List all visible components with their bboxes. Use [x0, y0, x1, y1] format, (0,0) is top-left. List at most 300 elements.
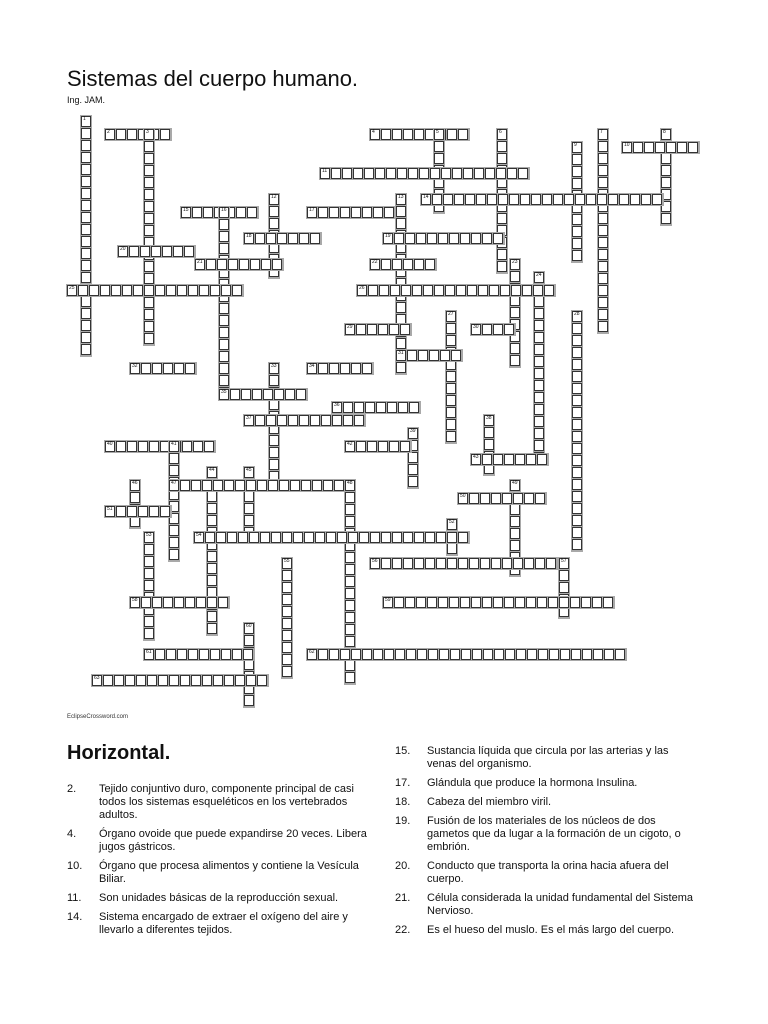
crossword-cell[interactable] [277, 233, 287, 244]
crossword-cell[interactable] [345, 636, 355, 647]
crossword-cell[interactable] [195, 259, 205, 270]
crossword-cell[interactable] [100, 285, 110, 296]
crossword-cell[interactable] [598, 141, 608, 152]
crossword-cell[interactable] [409, 402, 419, 413]
crossword-cell[interactable] [378, 441, 388, 452]
crossword-cell[interactable] [152, 597, 162, 608]
crossword-cell[interactable] [235, 675, 245, 686]
crossword-cell[interactable] [467, 285, 477, 296]
crossword-cell[interactable] [345, 492, 355, 503]
crossword-cell[interactable] [598, 321, 608, 332]
crossword-cell[interactable] [282, 630, 292, 641]
crossword-cell[interactable] [210, 649, 220, 660]
crossword-cell[interactable] [622, 142, 632, 153]
crossword-cell[interactable] [151, 246, 161, 257]
crossword-cell[interactable] [572, 455, 582, 466]
crossword-cell[interactable] [152, 363, 162, 374]
crossword-cell[interactable] [392, 129, 402, 140]
crossword-cell[interactable] [537, 597, 547, 608]
crossword-cell[interactable] [269, 435, 279, 446]
crossword-cell[interactable] [510, 307, 520, 318]
crossword-cell[interactable] [661, 213, 671, 224]
crossword-cell[interactable] [510, 540, 520, 551]
crossword-cell[interactable] [572, 238, 582, 249]
crossword-cell[interactable] [598, 285, 608, 296]
crossword-cell[interactable] [375, 168, 385, 179]
crossword-cell[interactable] [345, 624, 355, 635]
crossword-cell[interactable] [155, 285, 165, 296]
crossword-cell[interactable] [105, 129, 115, 140]
crossword-cell[interactable] [105, 506, 115, 517]
crossword-cell[interactable] [383, 597, 393, 608]
crossword-cell[interactable] [114, 675, 124, 686]
crossword-cell[interactable] [661, 129, 671, 140]
crossword-cell[interactable] [478, 285, 488, 296]
crossword-cell[interactable] [471, 597, 481, 608]
crossword-cell[interactable] [510, 259, 520, 270]
crossword-cell[interactable] [282, 618, 292, 629]
crossword-cell[interactable] [509, 194, 519, 205]
crossword-cell[interactable] [460, 597, 470, 608]
crossword-cell[interactable] [147, 675, 157, 686]
crossword-cell[interactable] [394, 597, 404, 608]
crossword-cell[interactable] [144, 544, 154, 555]
crossword-cell[interactable] [318, 649, 328, 660]
crossword-cell[interactable] [493, 324, 503, 335]
crossword-cell[interactable] [400, 324, 410, 335]
crossword-cell[interactable] [144, 213, 154, 224]
crossword-cell[interactable] [546, 558, 556, 569]
crossword-cell[interactable] [485, 168, 495, 179]
crossword-cell[interactable] [559, 582, 569, 593]
crossword-cell[interactable] [408, 428, 418, 439]
crossword-cell[interactable] [144, 321, 154, 332]
crossword-cell[interactable] [572, 323, 582, 334]
crossword-cell[interactable] [144, 225, 154, 236]
crossword-cell[interactable] [592, 597, 602, 608]
crossword-cell[interactable] [598, 297, 608, 308]
crossword-cell[interactable] [232, 285, 242, 296]
crossword-cell[interactable] [249, 532, 259, 543]
crossword-cell[interactable] [480, 558, 490, 569]
crossword-cell[interactable] [405, 597, 415, 608]
crossword-cell[interactable] [180, 675, 190, 686]
crossword-cell[interactable] [434, 129, 444, 140]
crossword-cell[interactable] [389, 324, 399, 335]
crossword-cell[interactable] [688, 142, 698, 153]
crossword-cell[interactable] [511, 285, 521, 296]
crossword-cell[interactable] [299, 233, 309, 244]
crossword-cell[interactable] [386, 168, 396, 179]
crossword-cell[interactable] [81, 296, 91, 307]
crossword-cell[interactable] [232, 649, 242, 660]
crossword-cell[interactable] [138, 441, 148, 452]
crossword-cell[interactable] [155, 649, 165, 660]
crossword-cell[interactable] [268, 480, 278, 491]
crossword-cell[interactable] [206, 259, 216, 270]
crossword-cell[interactable] [277, 415, 287, 426]
crossword-cell[interactable] [345, 564, 355, 575]
crossword-cell[interactable] [534, 428, 544, 439]
crossword-cell[interactable] [315, 532, 325, 543]
crossword-cell[interactable] [430, 168, 440, 179]
crossword-cell[interactable] [144, 129, 154, 140]
crossword-cell[interactable] [345, 612, 355, 623]
crossword-cell[interactable] [310, 415, 320, 426]
crossword-cell[interactable] [345, 480, 355, 491]
crossword-cell[interactable] [244, 467, 254, 478]
crossword-cell[interactable] [373, 207, 383, 218]
crossword-cell[interactable] [603, 597, 613, 608]
crossword-cell[interactable] [204, 441, 214, 452]
crossword-cell[interactable] [549, 649, 559, 660]
crossword-cell[interactable] [572, 443, 582, 454]
crossword-cell[interactable] [518, 168, 528, 179]
crossword-cell[interactable] [390, 285, 400, 296]
crossword-cell[interactable] [370, 558, 380, 569]
crossword-cell[interactable] [447, 532, 457, 543]
crossword-cell[interactable] [572, 491, 582, 502]
crossword-cell[interactable] [144, 141, 154, 152]
crossword-cell[interactable] [207, 503, 217, 514]
crossword-cell[interactable] [458, 129, 468, 140]
crossword-cell[interactable] [282, 606, 292, 617]
crossword-cell[interactable] [274, 389, 284, 400]
crossword-cell[interactable] [630, 194, 640, 205]
crossword-cell[interactable] [288, 415, 298, 426]
crossword-cell[interactable] [434, 153, 444, 164]
crossword-cell[interactable] [81, 128, 91, 139]
crossword-cell[interactable] [105, 441, 115, 452]
crossword-cell[interactable] [403, 259, 413, 270]
crossword-cell[interactable] [408, 168, 418, 179]
crossword-cell[interactable] [572, 503, 582, 514]
crossword-cell[interactable] [130, 363, 140, 374]
crossword-cell[interactable] [510, 355, 520, 366]
crossword-cell[interactable] [185, 597, 195, 608]
crossword-cell[interactable] [144, 201, 154, 212]
crossword-cell[interactable] [130, 597, 140, 608]
crossword-cell[interactable] [81, 344, 91, 355]
crossword-cell[interactable] [572, 250, 582, 261]
crossword-cell[interactable] [343, 402, 353, 413]
crossword-cell[interactable] [144, 297, 154, 308]
crossword-cell[interactable] [572, 539, 582, 550]
crossword-cell[interactable] [414, 532, 424, 543]
crossword-cell[interactable] [572, 359, 582, 370]
crossword-cell[interactable] [136, 675, 146, 686]
crossword-cell[interactable] [329, 649, 339, 660]
crossword-cell[interactable] [533, 285, 543, 296]
crossword-cell[interactable] [412, 285, 422, 296]
crossword-cell[interactable] [559, 558, 569, 569]
crossword-cell[interactable] [394, 233, 404, 244]
crossword-cell[interactable] [493, 454, 503, 465]
crossword-cell[interactable] [261, 259, 271, 270]
crossword-cell[interactable] [572, 395, 582, 406]
crossword-cell[interactable] [282, 532, 292, 543]
crossword-cell[interactable] [282, 666, 292, 677]
crossword-cell[interactable] [520, 194, 530, 205]
crossword-cell[interactable] [598, 165, 608, 176]
crossword-cell[interactable] [216, 532, 226, 543]
crossword-cell[interactable] [398, 402, 408, 413]
crossword-cell[interactable] [199, 285, 209, 296]
crossword-cell[interactable] [81, 152, 91, 163]
crossword-cell[interactable] [471, 454, 481, 465]
crossword-cell[interactable] [446, 371, 456, 382]
crossword-cell[interactable] [205, 532, 215, 543]
crossword-cell[interactable] [219, 315, 229, 326]
crossword-cell[interactable] [207, 597, 217, 608]
crossword-cell[interactable] [307, 363, 317, 374]
crossword-cell[interactable] [408, 464, 418, 475]
crossword-cell[interactable] [235, 480, 245, 491]
crossword-cell[interactable] [482, 233, 492, 244]
crossword-cell[interactable] [185, 363, 195, 374]
crossword-cell[interactable] [81, 308, 91, 319]
crossword-cell[interactable] [166, 285, 176, 296]
crossword-cell[interactable] [312, 480, 322, 491]
crossword-cell[interactable] [443, 194, 453, 205]
crossword-cell[interactable] [421, 194, 431, 205]
crossword-cell[interactable] [244, 233, 254, 244]
crossword-cell[interactable] [408, 452, 418, 463]
crossword-cell[interactable] [130, 492, 140, 503]
crossword-cell[interactable] [236, 207, 246, 218]
crossword-cell[interactable] [446, 323, 456, 334]
crossword-cell[interactable] [243, 649, 253, 660]
crossword-cell[interactable] [219, 363, 229, 374]
crossword-cell[interactable] [598, 153, 608, 164]
crossword-cell[interactable] [269, 459, 279, 470]
crossword-cell[interactable] [354, 402, 364, 413]
crossword-cell[interactable] [163, 597, 173, 608]
crossword-cell[interactable] [661, 177, 671, 188]
crossword-cell[interactable] [244, 491, 254, 502]
crossword-cell[interactable] [144, 189, 154, 200]
crossword-cell[interactable] [498, 194, 508, 205]
crossword-cell[interactable] [504, 597, 514, 608]
crossword-cell[interactable] [244, 503, 254, 514]
crossword-cell[interactable] [581, 597, 591, 608]
crossword-cell[interactable] [434, 141, 444, 152]
crossword-cell[interactable] [384, 207, 394, 218]
crossword-cell[interactable] [340, 207, 350, 218]
crossword-cell[interactable] [81, 224, 91, 235]
crossword-cell[interactable] [644, 142, 654, 153]
crossword-cell[interactable] [307, 649, 317, 660]
crossword-cell[interactable] [78, 285, 88, 296]
crossword-cell[interactable] [219, 351, 229, 362]
crossword-cell[interactable] [423, 285, 433, 296]
crossword-cell[interactable] [169, 453, 179, 464]
crossword-cell[interactable] [513, 558, 523, 569]
crossword-cell[interactable] [497, 213, 507, 224]
crossword-cell[interactable] [534, 380, 544, 391]
crossword-cell[interactable] [174, 597, 184, 608]
crossword-cell[interactable] [534, 296, 544, 307]
crossword-cell[interactable] [534, 404, 544, 415]
crossword-cell[interactable] [572, 166, 582, 177]
crossword-cell[interactable] [354, 415, 364, 426]
crossword-cell[interactable] [282, 654, 292, 665]
crossword-cell[interactable] [239, 259, 249, 270]
crossword-cell[interactable] [81, 332, 91, 343]
crossword-cell[interactable] [510, 271, 520, 282]
crossword-cell[interactable] [441, 168, 451, 179]
crossword-cell[interactable] [213, 480, 223, 491]
crossword-cell[interactable] [450, 649, 460, 660]
crossword-cell[interactable] [127, 506, 137, 517]
crossword-cell[interactable] [496, 168, 506, 179]
crossword-cell[interactable] [572, 431, 582, 442]
crossword-cell[interactable] [318, 207, 328, 218]
crossword-cell[interactable] [419, 168, 429, 179]
crossword-cell[interactable] [504, 454, 514, 465]
crossword-cell[interactable] [149, 506, 159, 517]
crossword-cell[interactable] [207, 611, 217, 622]
crossword-cell[interactable] [244, 515, 254, 526]
crossword-cell[interactable] [465, 194, 475, 205]
crossword-cell[interactable] [480, 493, 490, 504]
crossword-cell[interactable] [362, 363, 372, 374]
crossword-cell[interactable] [219, 303, 229, 314]
crossword-cell[interactable] [373, 649, 383, 660]
crossword-cell[interactable] [534, 356, 544, 367]
crossword-cell[interactable] [396, 206, 406, 217]
crossword-cell[interactable] [307, 207, 317, 218]
crossword-cell[interactable] [497, 249, 507, 260]
crossword-cell[interactable] [451, 350, 461, 361]
crossword-cell[interactable] [351, 363, 361, 374]
crossword-cell[interactable] [471, 324, 481, 335]
crossword-cell[interactable] [263, 389, 273, 400]
crossword-cell[interactable] [166, 649, 176, 660]
crossword-cell[interactable] [144, 556, 154, 567]
crossword-cell[interactable] [405, 233, 415, 244]
crossword-cell[interactable] [534, 320, 544, 331]
crossword-cell[interactable] [348, 532, 358, 543]
crossword-cell[interactable] [345, 576, 355, 587]
crossword-cell[interactable] [414, 129, 424, 140]
crossword-cell[interactable] [560, 649, 570, 660]
crossword-cell[interactable] [403, 558, 413, 569]
crossword-cell[interactable] [446, 311, 456, 322]
crossword-cell[interactable] [219, 219, 229, 230]
crossword-cell[interactable] [447, 519, 457, 530]
crossword-cell[interactable] [219, 231, 229, 242]
crossword-cell[interactable] [425, 558, 435, 569]
crossword-cell[interactable] [510, 343, 520, 354]
crossword-cell[interactable] [144, 285, 154, 296]
crossword-cell[interactable] [244, 415, 254, 426]
crossword-cell[interactable] [381, 532, 391, 543]
crossword-cell[interactable] [572, 226, 582, 237]
crossword-cell[interactable] [329, 207, 339, 218]
crossword-cell[interactable] [446, 335, 456, 346]
crossword-cell[interactable] [301, 480, 311, 491]
crossword-cell[interactable] [469, 493, 479, 504]
crossword-cell[interactable] [282, 558, 292, 569]
crossword-cell[interactable] [269, 194, 279, 205]
crossword-cell[interactable] [207, 467, 217, 478]
crossword-cell[interactable] [505, 649, 515, 660]
crossword-cell[interactable] [144, 568, 154, 579]
crossword-cell[interactable] [116, 129, 126, 140]
crossword-cell[interactable] [504, 324, 514, 335]
crossword-cell[interactable] [396, 350, 406, 361]
crossword-cell[interactable] [285, 389, 295, 400]
crossword-cell[interactable] [213, 675, 223, 686]
crossword-cell[interactable] [416, 597, 426, 608]
crossword-cell[interactable] [272, 259, 282, 270]
crossword-cell[interactable] [351, 207, 361, 218]
crossword-cell[interactable] [472, 649, 482, 660]
crossword-cell[interactable] [144, 165, 154, 176]
crossword-cell[interactable] [396, 194, 406, 205]
crossword-cell[interactable] [458, 493, 468, 504]
crossword-cell[interactable] [494, 649, 504, 660]
crossword-cell[interactable] [598, 237, 608, 248]
crossword-cell[interactable] [81, 176, 91, 187]
crossword-cell[interactable] [255, 415, 265, 426]
crossword-cell[interactable] [666, 142, 676, 153]
crossword-cell[interactable] [447, 129, 457, 140]
crossword-cell[interactable] [345, 516, 355, 527]
crossword-cell[interactable] [608, 194, 618, 205]
crossword-cell[interactable] [326, 532, 336, 543]
crossword-cell[interactable] [403, 129, 413, 140]
crossword-cell[interactable] [598, 249, 608, 260]
crossword-cell[interactable] [260, 532, 270, 543]
crossword-cell[interactable] [207, 563, 217, 574]
crossword-cell[interactable] [81, 188, 91, 199]
crossword-cell[interactable] [572, 407, 582, 418]
crossword-cell[interactable] [392, 259, 402, 270]
crossword-cell[interactable] [269, 206, 279, 217]
crossword-cell[interactable] [299, 415, 309, 426]
crossword-cell[interactable] [439, 649, 449, 660]
crossword-cell[interactable] [535, 558, 545, 569]
crossword-cell[interactable] [244, 635, 254, 646]
crossword-cell[interactable] [269, 363, 279, 374]
crossword-cell[interactable] [378, 324, 388, 335]
crossword-cell[interactable] [544, 285, 554, 296]
crossword-cell[interactable] [403, 532, 413, 543]
crossword-cell[interactable] [81, 200, 91, 211]
crossword-cell[interactable] [144, 616, 154, 627]
crossword-cell[interactable] [332, 402, 342, 413]
crossword-cell[interactable] [484, 415, 494, 426]
crossword-cell[interactable] [534, 368, 544, 379]
crossword-cell[interactable] [463, 168, 473, 179]
crossword-cell[interactable] [323, 480, 333, 491]
crossword-cell[interactable] [449, 597, 459, 608]
crossword-cell[interactable] [345, 600, 355, 611]
crossword-cell[interactable] [572, 527, 582, 538]
crossword-cell[interactable] [447, 558, 457, 569]
crossword-cell[interactable] [144, 261, 154, 272]
crossword-cell[interactable] [141, 597, 151, 608]
crossword-cell[interactable] [474, 168, 484, 179]
crossword-cell[interactable] [89, 285, 99, 296]
crossword-cell[interactable] [598, 177, 608, 188]
crossword-cell[interactable] [401, 285, 411, 296]
crossword-cell[interactable] [81, 164, 91, 175]
crossword-cell[interactable] [661, 153, 671, 164]
crossword-cell[interactable] [318, 363, 328, 374]
